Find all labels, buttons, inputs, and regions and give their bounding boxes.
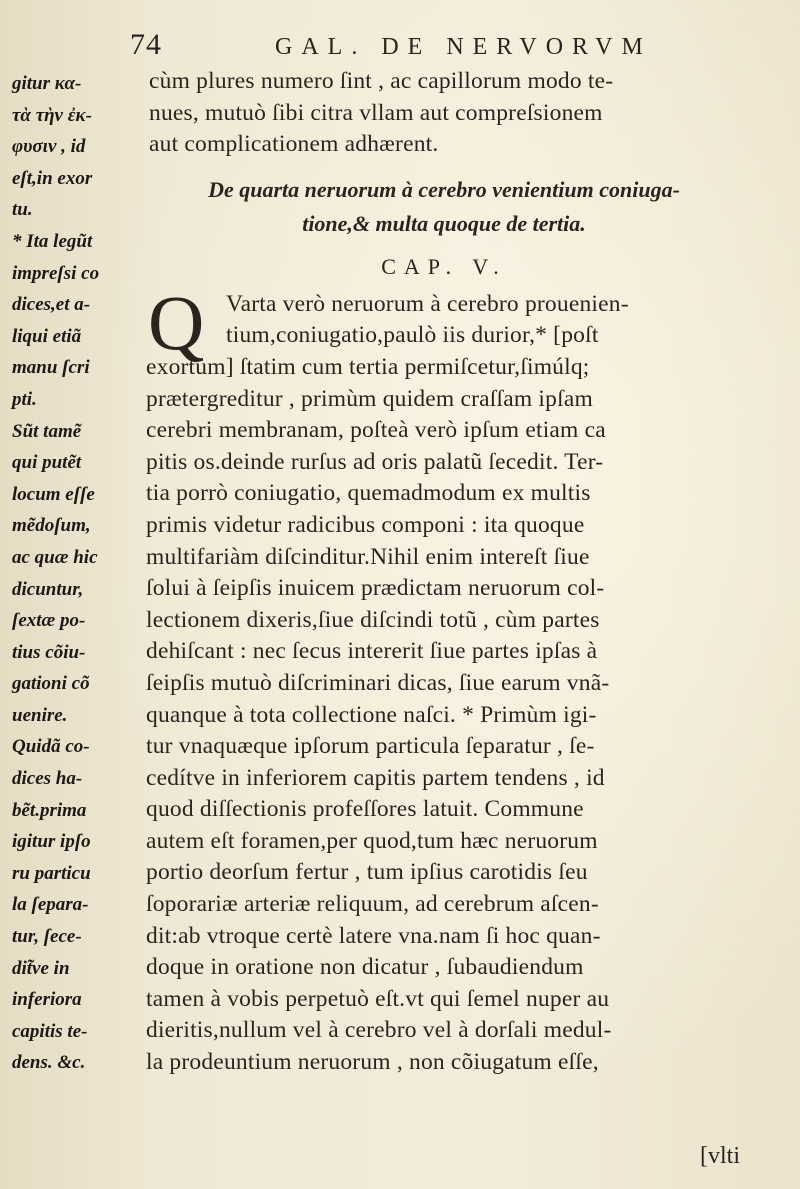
margin-note-line: ru particu: [12, 862, 91, 884]
margin-note-line: φυσιν , id: [12, 136, 86, 158]
text-line: exortum] ſtatim cum tertia permiſcetur,ſimúlq;: [146, 353, 590, 380]
text-line: la prodeuntium neruorum , non cõiugatum eſſe,: [146, 1049, 599, 1076]
text-line: cerebri membranam, poſteà verò ipſum etiam ca: [146, 417, 606, 444]
drop-cap: Q: [148, 278, 205, 366]
main-text-column: [146, 66, 742, 1079]
margin-note-line: ſextæ po-: [12, 610, 86, 632]
page-number: 74: [130, 28, 162, 61]
text-line: primis videtur radicibus componi : ita quoque: [146, 511, 585, 538]
text-line: ſoporariæ arteriæ reliquum, ad cerebrum aſcen-: [146, 891, 599, 918]
text-line: tur vnaquæque ipſorum particula ſeparatur , ſe-: [146, 733, 595, 760]
section-title-line: tione,& multa quoque de tertia.: [302, 210, 586, 236]
text-line: cedítve in inferiorem capitis partem tendens , id: [146, 764, 605, 791]
margin-note-line: tur, ſece-: [12, 926, 82, 948]
text-line: tamen à vobis perpetuò eſt.vt qui ſemel nuper au: [146, 985, 610, 1012]
text-line: lectionem dixeris,ſiue diſcindi totũ , cùm partes: [146, 606, 600, 633]
text-line: ſolui à ſeipſis inuicem prædictam neruorum col-: [146, 575, 605, 602]
margin-note-line: inferiora: [12, 989, 82, 1011]
margin-note-line: tius cõiu-: [12, 641, 86, 663]
margin-note-line: Quidã co-: [12, 736, 90, 758]
text-line: prætergreditur , primùm quidem craſſam ipſam: [146, 385, 593, 412]
margin-note-line: tu.: [12, 199, 33, 221]
text-line: portio deorſum fertur , tum ipſius carotidis ſeu: [146, 859, 588, 886]
margin-note-line: qui putẽt: [12, 452, 82, 474]
margin-note-line: ac quæ hic: [12, 546, 98, 568]
text-line: nues, mutuò ſibi citra vllam aut compreſsionem: [149, 99, 603, 126]
text-line: aut complicationem adhærent.: [149, 131, 439, 158]
text-line: doque in oratione non dicatur , ſubaudiendum: [146, 954, 584, 981]
text-line: multifariàm diſcinditur.Nihil enim intereſt ſiue: [146, 543, 590, 570]
margin-note-line: bẽt.prima: [12, 799, 87, 821]
margin-note-line: dices,et a-: [12, 294, 91, 316]
margin-note-line: mẽdoſum,: [12, 515, 91, 537]
margin-note-line: gationi cõ: [12, 673, 90, 695]
text-line: pitis os.deinde rurſus ad oris palatũ ſecedit. Ter-: [146, 448, 604, 475]
margin-note-line: locum eſſe: [12, 483, 95, 505]
margin-note-line: capitis te-: [12, 1020, 88, 1042]
text-line: cùm plures numero ſint , ac capillorum modo te-: [149, 68, 614, 94]
margin-note-line: eſt,in exor: [12, 167, 93, 189]
running-head: GAL. DE NERVORVM: [275, 34, 652, 60]
text-line: quod diſſectionis profeſſores latuit. Commune: [146, 796, 584, 823]
margin-note-line: dices ha-: [12, 768, 83, 790]
text-line: quanque à tota collectione naſci. * Primùm igi-: [146, 701, 597, 728]
text-line: Varta verò neruorum à cerebro prouenien-: [226, 290, 629, 317]
chapter-body: [146, 278, 742, 1079]
marginal-notes: [12, 68, 142, 1079]
chapter-label: CAP. V.: [381, 253, 507, 279]
text-line: dit:ab vtroque certè latere vna.nam ſi hoc quan-: [146, 922, 601, 949]
margin-note-line: pti.: [12, 388, 37, 410]
text-line: ſeipſis mutuò diſcriminari dicas, ſiue earum vnã-: [146, 669, 610, 696]
page-header: [0, 28, 800, 68]
text-line: dehiſcant : nec ſecus intererit ſiue partes ipſas à: [146, 638, 598, 665]
margin-note-line: * Ita legũt: [12, 230, 93, 252]
margin-note-line: la ſepara-: [12, 894, 89, 916]
margin-note-line: τὰ τὴν ἐκ-: [12, 104, 92, 126]
intro-paragraph: [146, 66, 742, 161]
margin-note-line: gitur κα-: [12, 73, 82, 94]
text-line: tia porrò coniugatio, quemadmodum ex multis: [146, 480, 591, 507]
margin-note-line: liqui etiã: [12, 325, 82, 347]
text-line: tium,coniugatio,paulò iis durior,* [poſt: [226, 322, 599, 349]
margin-note-line: manu ſcri: [12, 357, 90, 379]
margin-note-line: igitur ipſo: [12, 831, 91, 853]
margin-note-line: dit̃ve in: [12, 957, 70, 979]
margin-note-line: impreſsi co: [12, 262, 100, 284]
margin-note-line: dicuntur,: [12, 578, 84, 600]
text-line: dieritis,nullum vel à cerebro vel à dorſali medul-: [146, 1017, 612, 1044]
margin-note-line: dens. &c.: [12, 1052, 86, 1074]
section-title: [146, 173, 742, 241]
margin-note-line: Sũt tamẽ: [12, 420, 82, 442]
margin-note-line: uenire.: [12, 704, 68, 726]
text-line: autem eſt foramen,per quod,tum hæc neruorum: [146, 827, 598, 854]
catchword: [vlti: [700, 1143, 740, 1169]
section-title-line: De quarta neruorum à cerebro venientium coniuga-: [208, 176, 680, 202]
